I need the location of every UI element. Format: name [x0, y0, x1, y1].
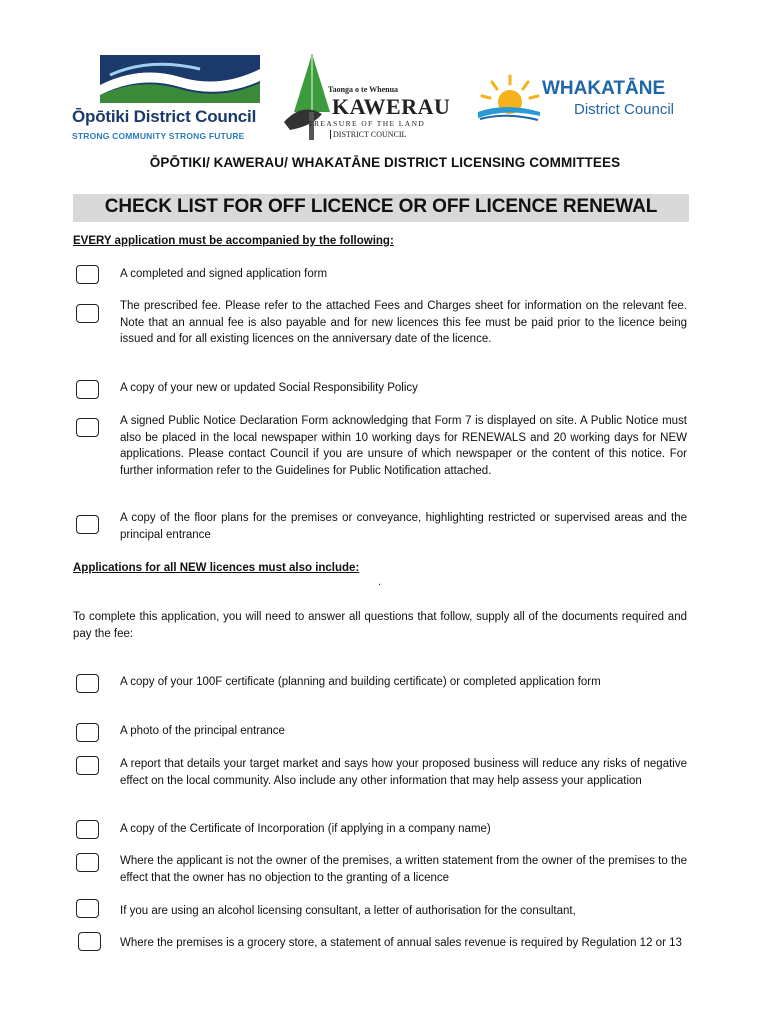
checkbox-grocery-revenue[interactable]	[78, 932, 101, 951]
opotiki-logo	[72, 55, 262, 145]
kawerau-logo	[282, 52, 462, 144]
kawerau-name: KAWERAU	[332, 94, 451, 119]
checkbox-social-responsibility[interactable]	[76, 380, 99, 399]
committee-heading: ŌPŌTIKI/ KAWERAU/ WHAKATĀNE DISTRICT LICENSING COMMITTEES	[149, 155, 621, 170]
kawerau-council: DISTRICT COUNCIL	[330, 130, 406, 139]
opotiki-mark-icon	[100, 55, 260, 103]
kawerau-motto: Taonga o te Whenua	[328, 85, 399, 94]
list-item: Where the premises is a grocery store, a statement of annual sales revenue is required by Regulation 12 or 13	[120, 937, 682, 949]
checkbox-prescribed-fee[interactable]	[76, 304, 99, 323]
list-item: A copy of the Certificate of Incorporation (if applying in a company name)	[120, 823, 491, 835]
section1-heading: EVERY application must be accompanied by the following:	[73, 235, 394, 247]
list-item: A completed and signed application form	[120, 268, 328, 280]
kawerau-tree-icon	[282, 52, 334, 142]
checkbox-floor-plans[interactable]	[76, 515, 99, 534]
checkbox-target-market-report[interactable]	[76, 756, 99, 775]
list-item: A report that details your target market and says how your proposed business will reduce any risks of negative effect on the local community. Also include any other information that may help assess your application	[120, 758, 687, 787]
list-item: A signed Public Notice Declaration Form acknowledging that Form 7 is displayed on site. A Public Notice must also be placed in the local newspaper within 10 working days for RENEWALS and 20 working days for NEW applications. Please contact Council if you are unsure of which newspaper or the content of this notice. For further information refer to the Guidelines for Public Notification attached.	[120, 415, 687, 477]
list-item: A copy of your new or updated Social Responsibility Policy	[120, 382, 418, 394]
whakatane-name: WHAKATĀNE	[542, 78, 666, 99]
whakatane-sub: District Council	[574, 101, 675, 118]
checkbox-100f-certificate[interactable]	[76, 674, 99, 693]
checkbox-owner-statement[interactable]	[76, 853, 99, 872]
list-item: A copy of the floor plans for the premises or conveyance, highlighting restricted or supervised areas and the principal entrance	[120, 512, 687, 541]
opotiki-tagline: STRONG COMMUNITY STRONG FUTURE	[72, 131, 245, 141]
checkbox-public-notice[interactable]	[76, 418, 99, 437]
list-item: The prescribed fee. Please refer to the attached Fees and Charges sheet for information on the relevant fee. Note that an annual fee is also payable and for new licences this fee must be paid prior to the licence being issued and for all existing licences on the anniversary date of the licence.	[120, 300, 687, 345]
list-item: A photo of the principal entrance	[120, 725, 285, 737]
checkbox-consultant-authorisation[interactable]	[76, 899, 99, 918]
checkbox-application-form[interactable]	[76, 265, 99, 284]
page-title: CHECK LIST FOR OFF LICENCE OR OFF LICENCE RENEWAL	[104, 196, 658, 217]
section2-heading: Applications for all NEW licences must also include:	[73, 562, 360, 574]
stray-dot: .	[378, 576, 382, 588]
checkbox-certificate-incorporation[interactable]	[76, 820, 99, 839]
list-item: If you are using an alcohol licensing consultant, a letter of authorisation for the consultant,	[120, 905, 576, 917]
list-item: A copy of your 100F certificate (planning and building certificate) or completed application form	[120, 676, 601, 688]
list-item: Where the applicant is not the owner of the premises, a written statement from the owner of the premises to the effect that the owner has no objection to the granting of a licence	[120, 855, 687, 884]
section2-intro: To complete this application, you will need to answer all questions that follow, supply all of the documents required and pay the fee:	[73, 611, 687, 640]
whakatane-logo	[476, 72, 696, 128]
sun-icon	[476, 72, 542, 124]
checkbox-entrance-photo[interactable]	[76, 723, 99, 742]
kawerau-sub: TREASURE OF THE LAND	[308, 119, 426, 128]
opotiki-name: Ōpōtiki District Council	[72, 107, 257, 126]
